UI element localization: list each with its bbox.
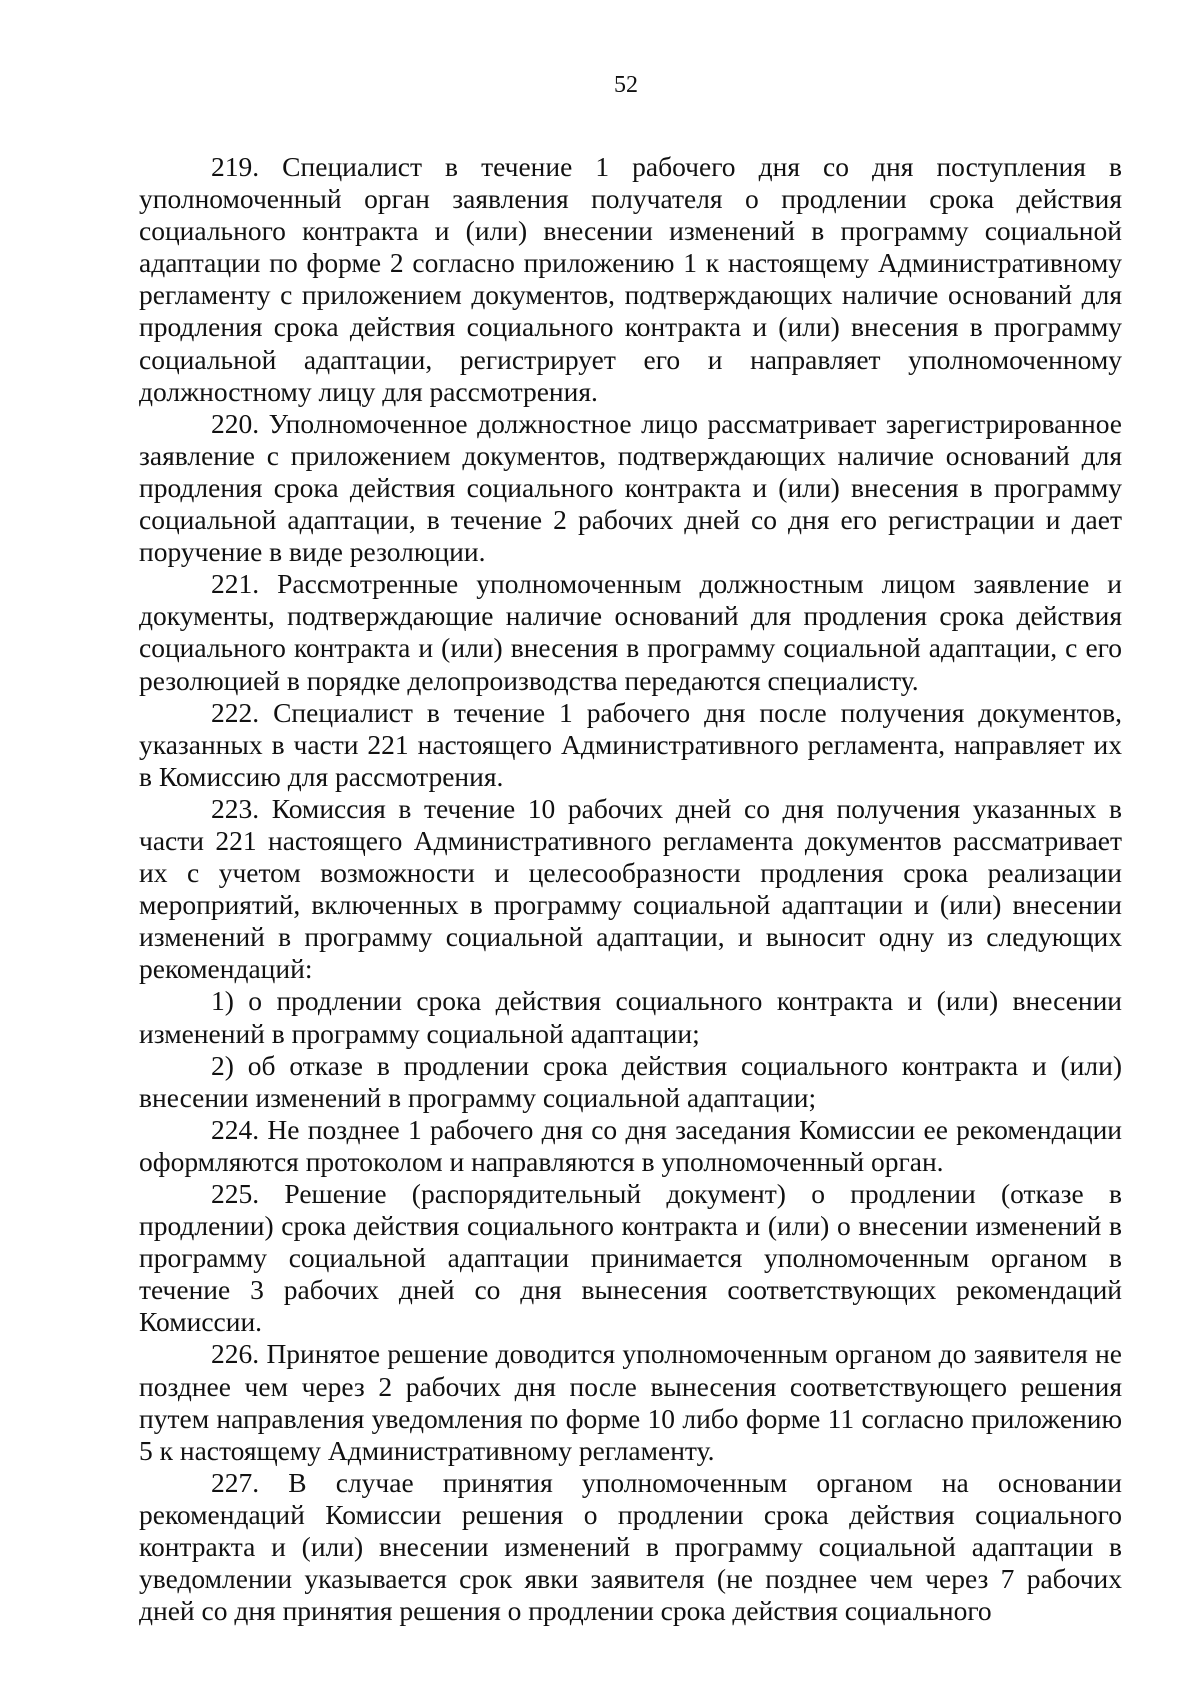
page-number: 52 — [614, 72, 638, 98]
paragraph-227: 227. В случае принятия уполномоченным органом на основании рекомендаций Комиссии решения о продлении срока действия социального контракта и (или) внесении изменений в программу социальной адаптации в уведомлении указывается срок явки заявителя (не позднее чем через 7 рабочих дней со дня принятия решения о продлении срока действия социального — [139, 1466, 1122, 1627]
paragraph-225: 225. Решение (распорядительный документ) о продлении (отказе в продлении) срока действия социального контракта и (или) о внесении изменений в программу социальной адаптации принимается уполномоченным органом в течение 3 рабочих дней со дня вынесения соответствующих рекомендаций Комиссии. — [139, 1178, 1122, 1338]
document-body — [139, 151, 1122, 1627]
paragraph-224: 224. Не позднее 1 рабочего дня со дня заседания Комиссии ее рекомендации оформляются протоколом и направляются в уполномоченный орган. — [139, 1113, 1122, 1177]
paragraph-222: 222. Специалист в течение 1 рабочего дня после получения документов, указанных в части 221 настоящего Административного регламента, направляет их в Комиссию для рассмотрения. — [139, 696, 1122, 792]
paragraph-221: 221. Рассмотренные уполномоченным должностным лицом заявление и документы, подтверждающие наличие оснований для продления срока действия социального контракта и (или) внесения в программу социальной адаптации, с его резолюцией в порядке делопроизводства передаются специалисту. — [139, 568, 1122, 696]
paragraph-220: 220. Уполномоченное должностное лицо рассматривает зарегистрированное заявление с приложением документов, подтверждающих наличие оснований для продления срока действия социального контракта и (или) внесения в программу социальной адаптации, в течение 2 рабочих дней со дня его регистрации и дает поручение в виде резолюции. — [139, 407, 1122, 568]
paragraph-226: 226. Принятое решение доводится уполномоченным органом до заявителя не позднее чем через 2 рабочих дня после вынесения соответствующего решения путем направления уведомления по форме 10 либо форме 11 согласно приложению 5 к настоящему Административному регламенту. — [139, 1338, 1122, 1466]
paragraph-219: 219. Специалист в течение 1 рабочего дня со дня поступления в уполномоченный орган заявления получателя о продлении срока действия социального контракта и (или) внесении изменений в программу социальной адаптации по форме 2 согласно приложению 1 к настоящему Административному регламенту с приложением документов, подтверждающих наличие оснований для продления срока действия социального контракта и (или) внесения в программу социальной адаптации, регистрирует его и направляет уполномоченному должностному лицу для рассмотрения. — [139, 151, 1122, 407]
list-item-2: 2) об отказе в продлении срока действия социального контракта и (или) внесении изменений в программу социальной адаптации; — [139, 1049, 1122, 1113]
list-item-1: 1) о продлении срока действия социального контракта и (или) внесении изменений в программу социальной адаптации; — [139, 985, 1122, 1049]
paragraph-223: 223. Комиссия в течение 10 рабочих дней со дня получения указанных в части 221 настоящего Административного регламента документов рассматривает их с учетом возможности и целесообразности продления срока реализации мероприятий, включенных в программу социальной адаптации и (или) внесении изменений в программу социальной адаптации, и выносит одну из следующих рекомендаций: — [139, 792, 1122, 985]
